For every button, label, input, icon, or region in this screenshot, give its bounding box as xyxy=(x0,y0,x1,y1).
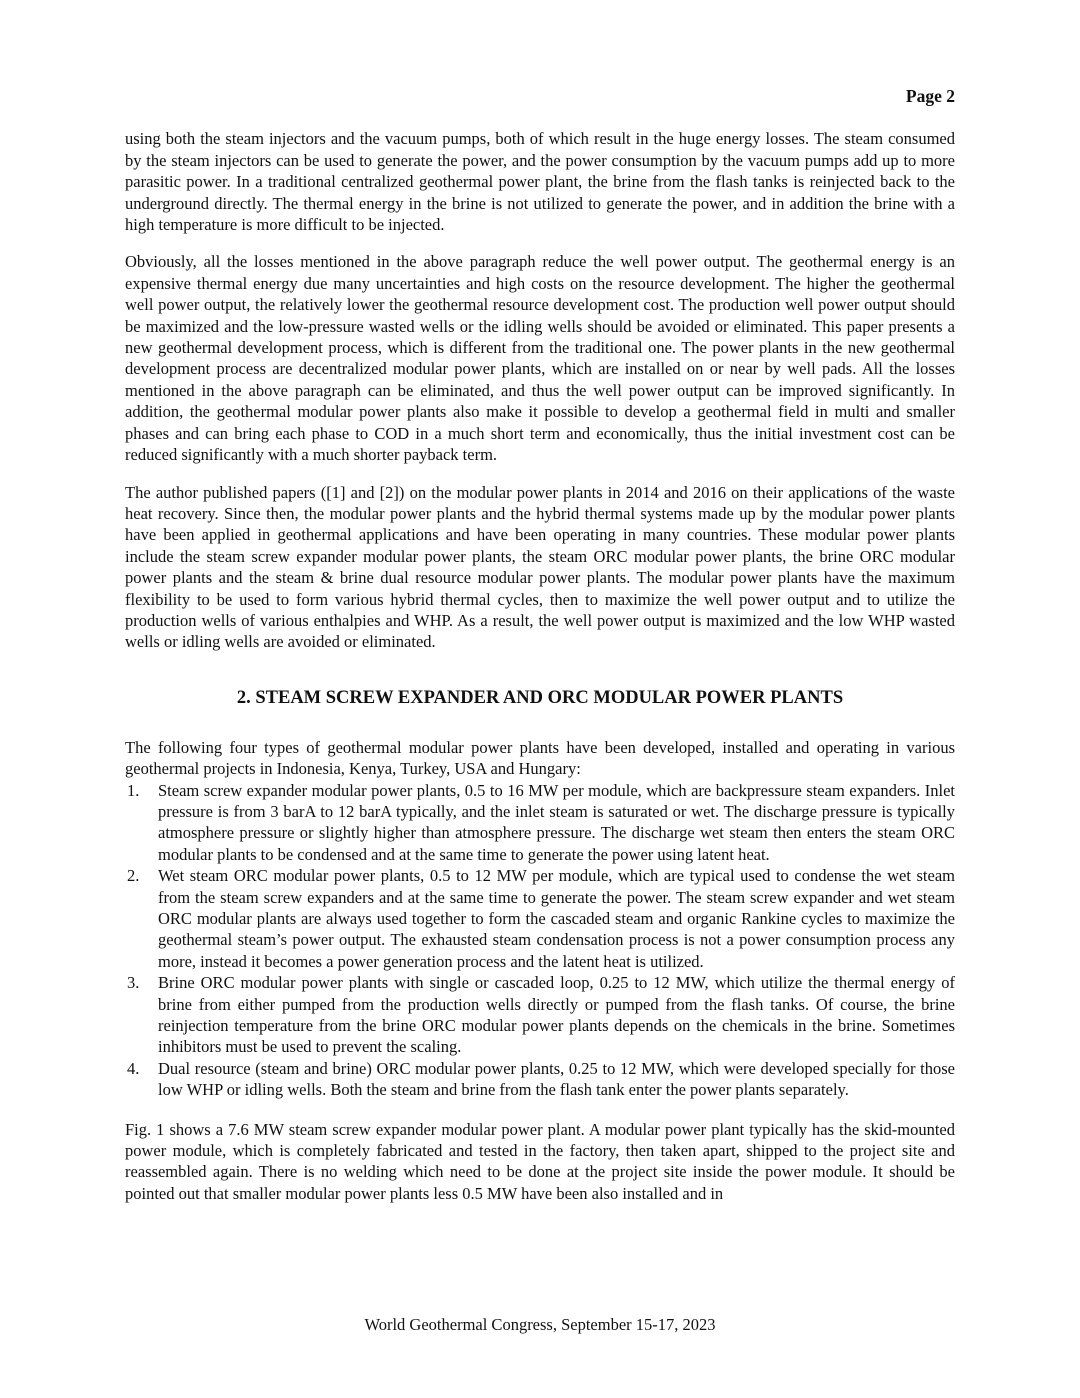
paragraph-losses-well-power: Obviously, all the losses mentioned in the above paragraph reduce the well power output. The geothermal energy is an expensive thermal energy due many uncertainties and high costs on the resource development. The higher the geothermal well power output, the relatively lower the geothermal resource development cost. The production well power output should be maximized and the low-pressure wasted wells or the idling wells should be avoided or eliminated. This paper presents a new geothermal development process, which is different from the traditional one. The power plants in the new geothermal development process are decentralized modular power plants, which are installed on or near by well pads. All the losses mentioned in the above paragraph can be eliminated, and thus the well power output can be improved significantly. In addition, the geothermal modular power plants also make it possible to develop a geothermal field in multi and smaller phases and can bring each phase to COD in a much short term and economically, thus the initial investment cost can be reduced significantly with a much shorter payback term. xyxy=(125,252,955,465)
paragraph-author-published-papers: The author published papers ([1] and [2]) on the modular power plants in 2014 and 2016 on their applications of the waste heat recovery. Since then, the modular power plants and the hybrid thermal systems made up by the modular power plants have been applied in geothermal applications and have been operating in many countries. These modular power plants include the steam screw expander modular power plants, the steam ORC modular power plants, the brine ORC modular power plants and the steam & brine dual resource modular power plants. The modular power plants have the maximum flexibility to be used to form various hybrid thermal cycles, then to maximize the well power output and to utilize the production wells of various enthalpies and WHP. As a result, the well power output is maximized and the low WHP wasted wells or idling wells are avoided or eliminated. xyxy=(125,482,955,652)
page-footer: World Geothermal Congress, September 15-17, 2023 xyxy=(364,1315,716,1334)
list-item-dual-resource xyxy=(125,1058,955,1101)
list-item-text: Dual resource (steam and brine) ORC modular power plants, 0.25 to 12 MW, which were developed specially for those low WHP or idling wells. Both the steam and brine from the flash tank enter the power plants separately. xyxy=(158,1058,955,1100)
closing-paragraph: Fig. 1 shows a 7.6 MW steam screw expander modular power plant. A modular power plant typically has the skid-mounted power module, which is completely fabricated and tested in the factory, then taken apart, shipped to the project site and reassembled again. There is no welding which need to be done at the project site inside the power module. It should be pointed out that smaller modular power plants less 0.5 MW have been also installed and in xyxy=(125,1119,955,1203)
page-number-label: Page 2 xyxy=(905,86,955,106)
list-item-brine-orc xyxy=(125,972,955,1058)
numbered-list xyxy=(125,780,955,1101)
list-item-text: Wet steam ORC modular power plants, 0.5 to 12 MW per module, which are typical used to condense the wet steam from the steam screw expanders and at the same time to generate the power. The steam screw expander and wet steam ORC modular plants are always used together to form the cascaded steam and organic Rankine cycles to maximize the geothermal steam’s power output. The exhausted steam condensation process is not a power consumption process any more, instead it becomes a power generation process and the latent heat is utilized. xyxy=(158,866,955,971)
list-intro-paragraph: The following four types of geothermal modular power plants have been developed, installed and operating in various geothermal projects in Indonesia, Kenya, Turkey, USA and Hungary: xyxy=(125,737,955,779)
section-heading: 2. STEAM SCREW EXPANDER AND ORC MODULAR POWER PLANTS xyxy=(236,687,844,708)
page-content xyxy=(125,0,955,1204)
list-item-number: 2. xyxy=(127,866,140,886)
list-item-number: 1. xyxy=(127,780,140,800)
list-item-wet-steam-orc xyxy=(125,865,955,972)
list-item-number: 4. xyxy=(127,1058,140,1078)
paragraph-steam-injectors: using both the steam injectors and the vacuum pumps, both of which result in the huge energy losses. The steam consumed by the steam injectors can be used to generate the power, and the power consumption by the vacuum pumps add up to more parasitic power. In a traditional centralized geothermal power plant, the brine from the flash tanks is reinjected back to the underground directly. The thermal energy in the brine is not utilized to generate the power, and in addition the brine with a high temperature is more difficult to be injected. xyxy=(125,129,955,235)
list-item-text: Brine ORC modular power plants with single or cascaded loop, 0.25 to 12 MW, which utilize the thermal energy of brine from either pumped from the production wells directly or pumped from the flash tanks. Of course, the brine reinjection temperature from the brine ORC modular power plants depends on the chemicals in the brine. Sometimes inhibitors must be used to prevent the scaling. xyxy=(158,973,955,1057)
list-item-number: 3. xyxy=(127,973,140,993)
list-item-steam-screw-expander xyxy=(125,780,955,866)
list-item-text: Steam screw expander modular power plants, 0.5 to 16 MW per module, which are backpressure steam expanders. Inlet pressure is from 3 barA to 12 barA typically, and the inlet steam is saturated or wet. The discharge pressure is typically atmosphere pressure or slightly higher than atmosphere pressure. The discharge wet steam then enters the steam ORC modular plants to be condensed and at the same time to generate the power using latent heat. xyxy=(158,780,955,864)
